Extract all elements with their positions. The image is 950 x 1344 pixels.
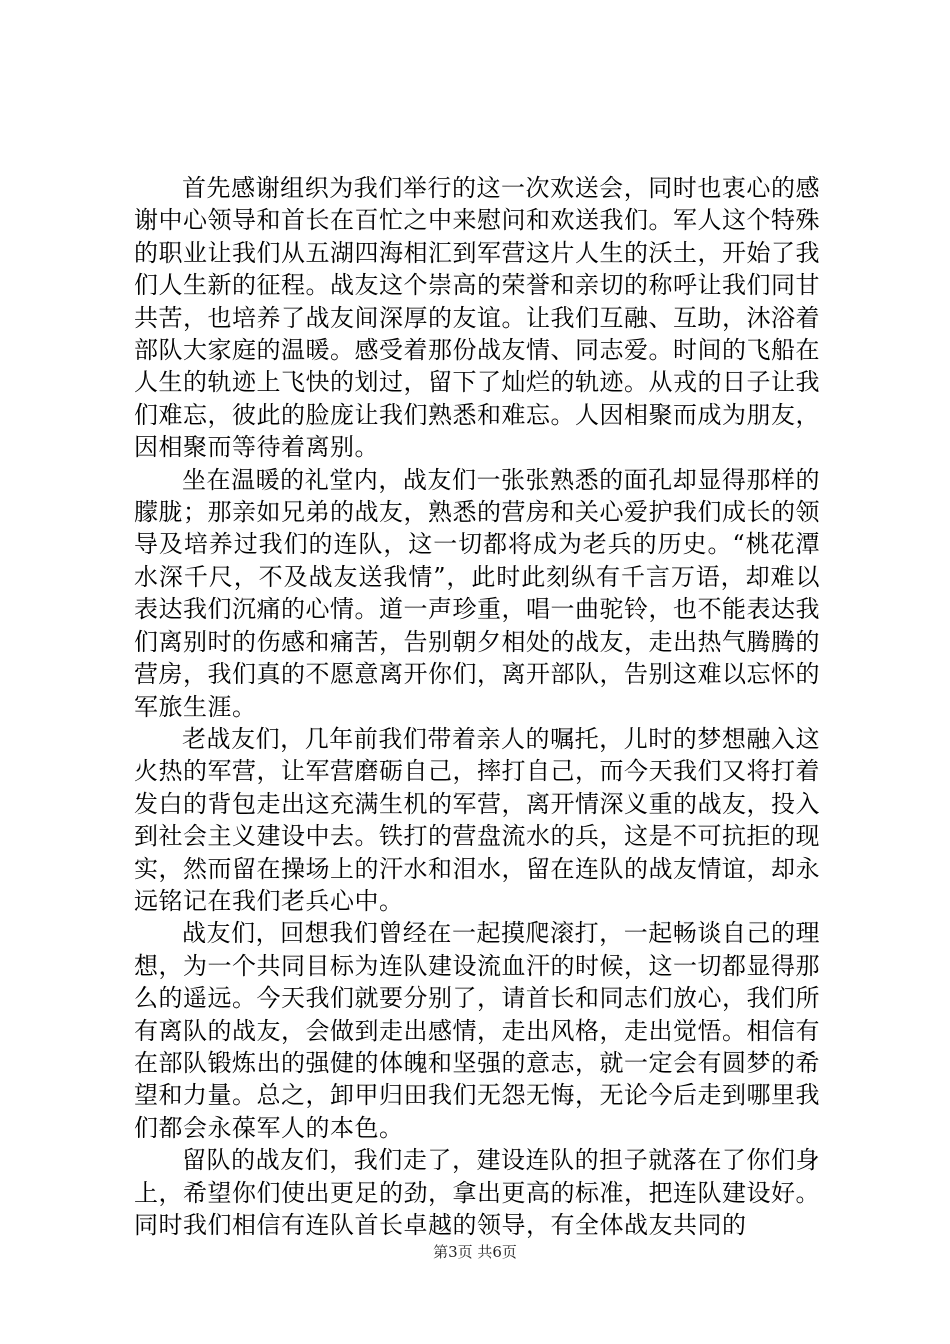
paragraph-5: 留队的战友们，我们走了，建设连队的担子就落在了你们身上，希望你们使出更足的劲，拿出更高的标准，把连队建设好。同时我们相信有连队首长卓越的领导，有全体战友共同的 <box>134 1146 820 1239</box>
page-footer: 第3页 共6页 <box>433 1243 517 1261</box>
document-body <box>134 172 820 1241</box>
paragraph-1: 首先感谢组织为我们举行的这一次欢送会，同时也衷心的感谢中心领导和首长在百忙之中来慰问和欢送我们。军人这个特殊的职业让我们从五湖四海相汇到军营这片人生的沃土，开始了我们人生新的征程。战友这个崇高的荣誉和亲切的称呼让我们同甘共苦，也培养了战友间深厚的友谊。让我们互融、互助，沐浴着部队大家庭的温暖。感受着那份战友情、同志爱。时间的飞船在人生的轨迹上飞快的划过，留下了灿烂的轨迹。从戎的日子让我们难忘，彼此的脸庞让我们熟悉和难忘。人因相聚而成为朋友，因相聚而等待着离别。 <box>134 174 820 462</box>
paragraph-2: 坐在温暖的礼堂内，战友们一张张熟悉的面孔却显得那样的朦胧；那亲如兄弟的战友，熟悉的营房和关心爱护我们成长的领导及培养过我们的连队，这一切都将成为老兵的历史。“桃花潭水深千尺，不及战友送我情”，此时此刻纵有千言万语，却难以表达我们沉痛的心情。道一声珍重，唱一曲驼铃，也不能表达我们离别时的伤感和痛苦，告别朝夕相处的战友，走出热气腾腾的营房，我们真的不愿意离开你们，离开部队，告别这难以忘怀的军旅生涯。 <box>134 465 820 721</box>
paragraph-3: 老战友们，几年前我们带着亲人的嘱托，儿时的梦想融入这火热的军营，让军营磨砺自己，摔打自己，而今天我们又将打着发白的背包走出这充满生机的军营，离开情深义重的战友，投入到社会主义建设中去。铁打的营盘流水的兵，这是不可抗拒的现实，然而留在操场上的汗水和泪水，留在连队的战友情谊，却永远铭记在我们老兵心中。 <box>134 724 820 915</box>
paragraph-4: 战友们，回想我们曾经在一起摸爬滚打，一起畅谈自己的理想，为一个共同目标为连队建设流血汗的时候，这一切都显得那么的遥远。今天我们就要分别了，请首长和同志们放心，我们所有离队的战友，会做到走出感情，走出风格，走出觉悟。相信有在部队锻炼出的强健的体魄和坚强的意志，就一定会有圆梦的希望和力量。总之，卸甲归田我们无怨无悔，无论今后走到哪里我们都会永葆军人的本色。 <box>134 919 820 1142</box>
